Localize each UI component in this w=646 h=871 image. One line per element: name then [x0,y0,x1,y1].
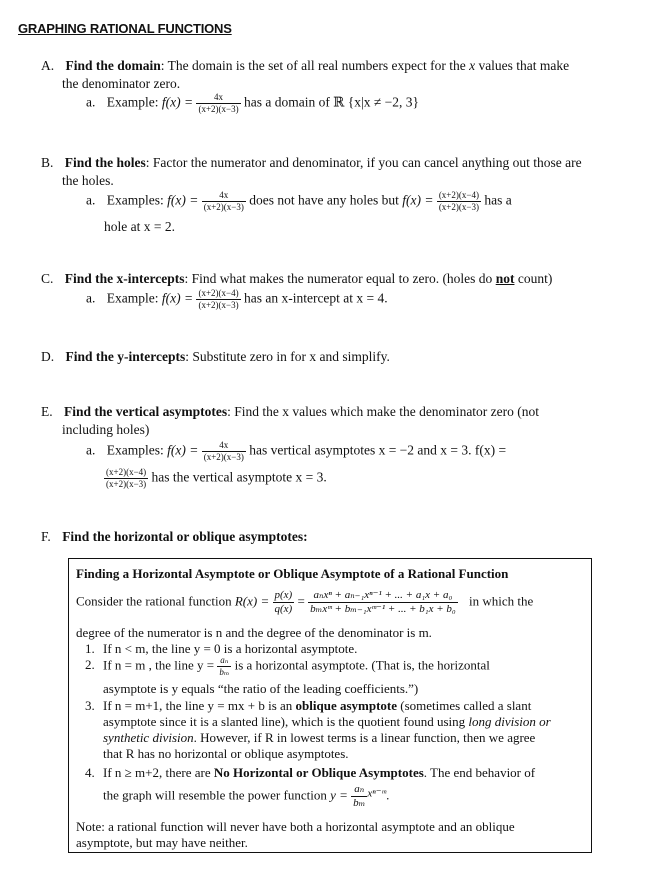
box-degree-line: degree of the numerator is n and the degree of the denominator is m. [76,625,432,640]
section-c-heading: Find the x-intercepts [64,271,185,286]
section-b-example: a. Examples: f(x) = $\frac{4x}{(x+2)(x-3)}$ does not have any holes but f(x) = $\frac{(x+2)(x-4)}{(x+2)(x-3)}$ has a [86,190,512,212]
fraction: $\frac{(x+2)(x-4)}{(x+2)(x-3)}$ [198,288,239,310]
fraction: $\frac{4x}{(x+2)(x-3)}$ [203,440,244,462]
section-f-marker: F. [41,529,51,544]
fraction: $\frac{(x+2)(x-4)}{(x+2)(x-3)}$ [438,190,479,212]
box-item-4-cont: the graph will resemble the power function y = $\frac{\text{aₙ}}{\text{bₘ}}$ $^{x^{n-}ᵐ}$. [103,783,390,809]
section-d-line-1: D. Find the y-intercepts: Substitute zero in for x and simplify. [41,349,390,364]
section-b-example-cont: hole at x = 2. [104,219,175,234]
section-b-heading: Find the holes [64,155,146,170]
page-title: GRAPHING RATIONAL FUNCTIONS [18,21,232,36]
box-item-2: 2. If n = m , the line y = $\frac{\text{aₙ}}{\text{bₘ}}$ is a horizontal asymptote. (That is, the horizontal [85,655,490,677]
section-c-line-1: C. Find the x-intercepts: Find what makes the numerator equal to zero. (holes do not count) [41,271,553,286]
box-item-3: 3. If n = m+1, the line y = mx + b is an oblique asymptote (sometimes called a slant [85,698,532,713]
section-b-line-2: the holes. [62,173,114,188]
section-a-marker: A. [41,58,55,73]
box-item-1: 1. If n < m, the line y = 0 is a horizontal asymptote. [85,641,358,656]
section-f-heading: Find the horizontal or oblique asymptotes: [62,529,308,544]
section-e-line-1: E. Find the vertical asymptotes: Find the x values which make the denominator zero (not [41,404,540,419]
section-f-line-1 [41,529,308,545]
section-e-marker: E. [41,404,53,419]
fraction: $\frac{4x}{(x+2)(x-3)}$ [203,190,244,212]
section-d-marker: D. [41,349,55,364]
asymptote-rules-box [68,558,592,853]
fraction: $\frac{\text{aₙ}}{\text{bₘ}}$ [353,783,366,809]
box-note-1: Note: a rational function will never have both a horizontal asymptote and an oblique [76,819,515,834]
section-a-line-1: A. Find the domain: The domain is the set of all real numbers expect for the x values that make [41,58,570,73]
section-e-example: a. Examples: f(x) = $\frac{4x}{(x+2)(x-3)}$ has vertical asymptotes x = −2 and x = 3. f(x) = [86,440,507,462]
box-note-2: asymptote, but may have neither. [76,835,248,850]
section-d-heading: Find the y-intercepts [65,349,186,364]
fraction: $\frac{\text{aₙ}}{\text{bₘ}}$ [219,655,230,677]
box-item-3-cont-3: that R has no horizontal or oblique asymptotes. [103,746,349,761]
box-item-3-cont-1: asymptote since it is a slanted line), which is the quotient found using long division or [103,714,551,729]
fraction: $\frac{p(x)}{q(x)}$ [274,589,293,615]
section-c-marker: C. [41,271,54,286]
section-e-line-2: including holes) [62,422,150,437]
section-e-example-cont: $\frac{(x+2)(x-4)}{(x+2)(x-3)}$ has the vertical asymptote x = 3. [106,467,327,489]
box-item-3-cont-2: synthetic division. However, if R in lowest terms is a linear function, then we agree [103,730,536,745]
section-a-line-2: the denominator zero. [62,76,181,91]
box-consider-line: Consider the rational function R(x) = $\frac{p(x)}{q(x)}$ = $\frac{\text{aₙxⁿ + aₙ₋₁xⁿ⁻¹ + ... + a₁x + a₀}}{\text{bₘxᵐ + bₘ₋₁xᵐ⁻¹ + ... + b₁x + b₀}}$ in which the [76,589,534,615]
section-a-example: a. Example: f(x) = $\frac{4x}{(x+2)(x-3)}$ has a domain of ℝ {x|x ≠ −2, 3} [86,92,419,114]
fraction: $\frac{(x+2)(x-4)}{(x+2)(x-3)}$ [106,467,147,489]
section-b-line-1: B. Find the holes: Factor the numerator and denominator, if you can cancel anything out those are [41,155,582,170]
fraction: $\frac{\text{aₙxⁿ + aₙ₋₁xⁿ⁻¹ + ... + a₁x + a₀}}{\text{bₘxᵐ + bₘ₋₁xᵐ⁻¹ + ... + b₁x + b₀}}$ [310,589,456,615]
section-a-heading: Find the domain [65,58,161,73]
box-item-2-cont: asymptote is y equals “the ratio of the leading coefficients.”) [103,681,419,696]
section-e-heading: Find the vertical asymptotes [64,404,228,419]
box-title: Finding a Horizontal Asymptote or Oblique Asymptote of a Rational Function [76,566,509,581]
box-item-4: 4. If n ≥ m+2, there are No Horizontal or Oblique Asymptotes. The end behavior of [85,765,536,780]
section-b-marker: B. [41,155,54,170]
fraction: $\frac{4x}{(x+2)(x-3)}$ [198,92,239,114]
section-c-example: a. Example: f(x) = $\frac{(x+2)(x-4)}{(x+2)(x-3)}$ has an x-intercept at x = 4. [86,288,388,310]
